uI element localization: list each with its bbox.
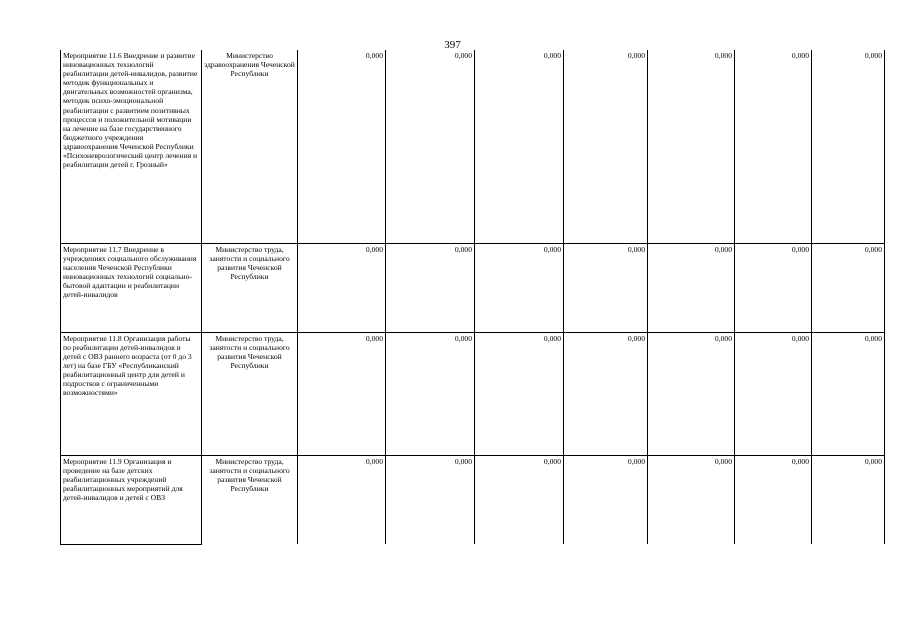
value-cell: 0,000 [812, 50, 885, 243]
table-row [61, 455, 885, 544]
value-cell: 0,000 [475, 455, 564, 544]
executor-cell: Министерство труда, занятости и социального развития Чеченской Республики [202, 455, 298, 544]
table-row [61, 50, 885, 243]
activity-name: Мероприятие 11.6 Внедрение и развитие инновационных технологий реабилитации детей-инвалидов, развитие методик функциональных и двигательных возможностей организма, методик психо-эмоциональной реабилитации с развитием позитивных процессов и положительной мотивации на лечение на базе государственного бюджетного учреждения здравоохранения Чеченской Республики «Психоневрологический центр лечения и реабилитации детей г. Грозный» [61, 50, 202, 243]
value-cell: 0,000 [648, 243, 735, 332]
value-cell: 0,000 [564, 455, 648, 544]
value-cell: 0,000 [564, 50, 648, 243]
value-cell: 0,000 [735, 455, 812, 544]
executor-cell: Министерство труда, занятости и социального развития Чеченской Республики [202, 243, 298, 332]
program-table [60, 50, 885, 545]
value-cell: 0,000 [298, 243, 386, 332]
value-cell: 0,000 [564, 332, 648, 455]
executor-cell: Министерство здравоохранения Чеченской Республики [202, 50, 298, 243]
table-row [61, 332, 885, 455]
page-number: 397 [444, 39, 461, 51]
value-cell: 0,000 [386, 50, 475, 243]
executor-cell: Министерство труда, занятости и социального развития Чеченской Республики [202, 332, 298, 455]
value-cell: 0,000 [648, 50, 735, 243]
value-cell: 0,000 [386, 455, 475, 544]
table-row [61, 243, 885, 332]
value-cell: 0,000 [475, 332, 564, 455]
value-cell: 0,000 [812, 332, 885, 455]
value-cell: 0,000 [735, 50, 812, 243]
activity-name: Мероприятие 11.8 Организация работы по реабилитации детей-инвалидов и детей с ОВЗ раннего возраста (от 0 до 3 лет) на базе ГБУ «Республиканский реабилитационный центр для детей и подростков с ограниченными возможностями» [61, 332, 202, 455]
value-cell: 0,000 [386, 243, 475, 332]
value-cell: 0,000 [298, 332, 386, 455]
activity-name: Мероприятие 11.9 Организация и проведение на базе детских реабилитационных учреждений реабилитационных мероприятий для детей-инвалидов и детей с ОВЗ [61, 455, 202, 544]
value-cell: 0,000 [298, 50, 386, 243]
value-cell: 0,000 [648, 455, 735, 544]
value-cell: 0,000 [475, 243, 564, 332]
activity-name: Мероприятие 11.7 Внедрение в учреждениях социального обслуживания населения Чеченской Республики инновационных технологий социально-бытовой адаптации и реабилитации детей-инвалидов [61, 243, 202, 332]
value-cell: 0,000 [735, 332, 812, 455]
value-cell: 0,000 [564, 243, 648, 332]
value-cell: 0,000 [386, 332, 475, 455]
value-cell: 0,000 [735, 243, 812, 332]
value-cell: 0,000 [298, 455, 386, 544]
value-cell: 0,000 [812, 455, 885, 544]
value-cell: 0,000 [812, 243, 885, 332]
value-cell: 0,000 [648, 332, 735, 455]
value-cell: 0,000 [475, 50, 564, 243]
